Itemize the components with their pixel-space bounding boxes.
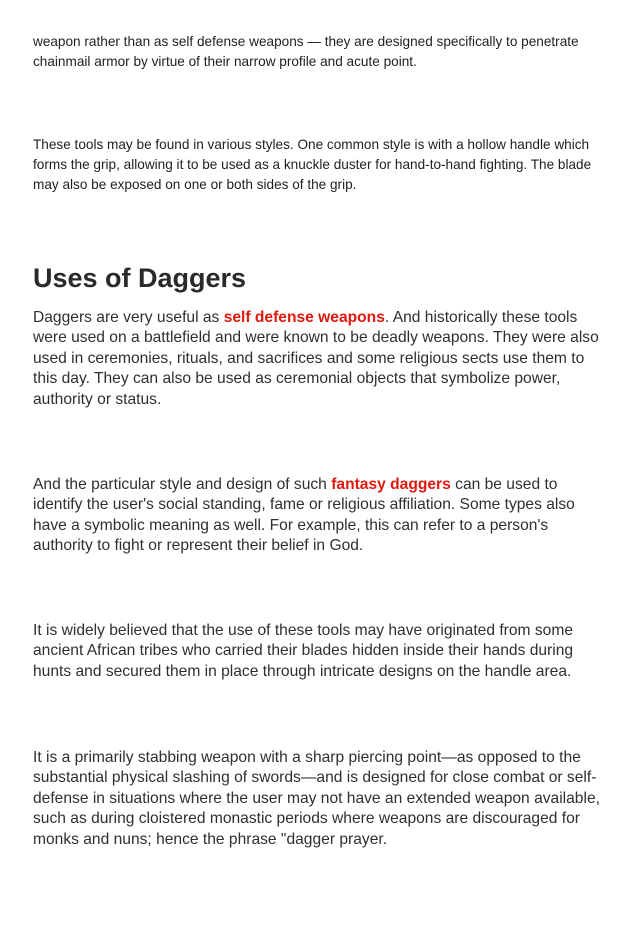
paragraph-style-text-before: And the particular style and design of such [33, 476, 332, 493]
paragraph-intro-tail: weapon rather than as self defense weapons — they are designed specifically to penetrate chainmail armor by virtue of their narrow profile and acute point. [33, 34, 579, 69]
paragraph-styles: These tools may be found in various styles. One common style is with a hollow handle which forms the grip, allowing it to be used as a knuckle duster for hand-to-hand fighting. The blade may also be exposed on one or both sides of the grip. [33, 137, 592, 192]
paragraph-style-design [33, 475, 608, 557]
paragraph-uses-text-after: . And historically these tools were used on a battlefield and were known to be deadly weapons. They were also used in ceremonies, rituals, and sacrifices and some religious sects use them to this day. They can also be used as ceremonial objects that symbolize power, authority or status. [33, 309, 599, 408]
fantasy-daggers-link[interactable]: fantasy daggers [331, 476, 451, 493]
section-heading: Uses of Daggers [33, 263, 247, 293]
self-defense-weapons-link[interactable]: self defense weapons [223, 309, 385, 326]
paragraph-stabbing: It is a primarily stabbing weapon with a sharp piercing point—as opposed to the substantial physical slashing of swords—and is designed for close combat or self-defense in situations where the user may not have an extended weapon available, such as during cloistered monastic periods where weapons are discouraged for monks and nuns; hence the phrase "dagger prayer. [33, 749, 600, 848]
paragraph-uses-text-before: Daggers are very useful as [33, 309, 224, 326]
paragraph-uses [33, 308, 608, 410]
paragraph-style-text-after: can be used to identify the user's social standing, fame or religious affiliation. Some types also have a symbolic meaning as well. For example, this can refer to a person's authority to fight or represent their belief in God. [33, 476, 575, 555]
paragraph-origin: It is widely believed that the use of these tools may have originated from some ancient African tribes who carried their blades hidden inside their hands during hunts and secured them in place through intricate designs on the handle area. [33, 622, 574, 680]
